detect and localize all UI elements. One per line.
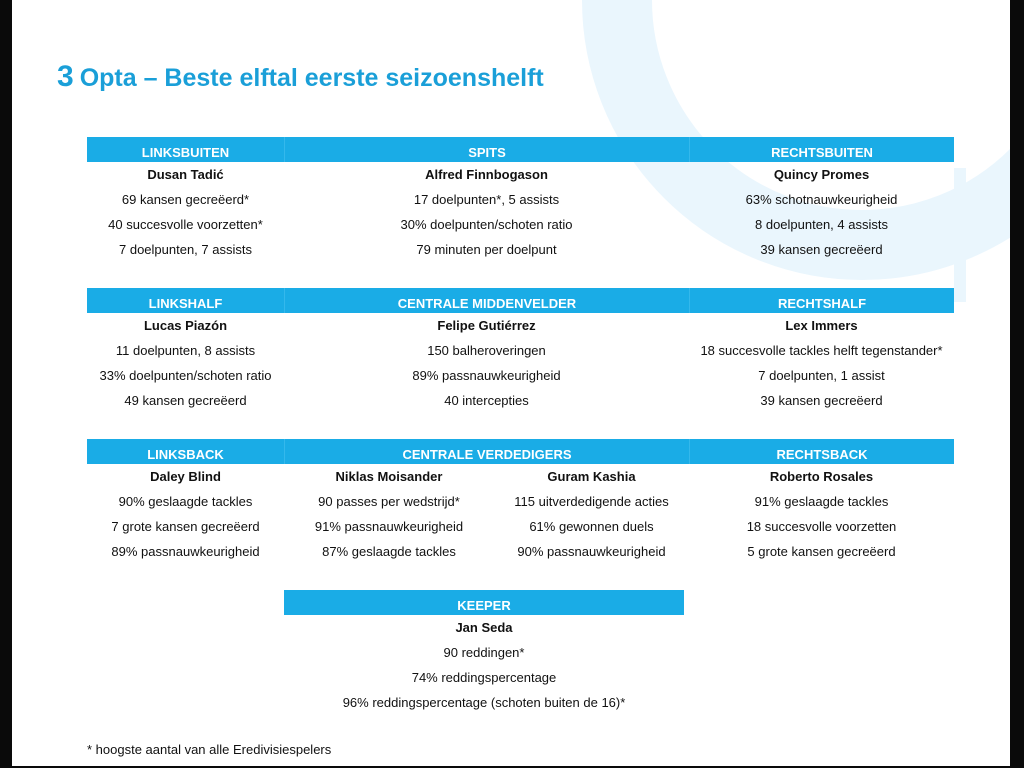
player-stat: 91% passnauwkeurigheid xyxy=(314,519,464,534)
player-name-row xyxy=(87,313,954,338)
keeper-header-row xyxy=(284,590,684,615)
player-stat: 87% geslaagde tackles xyxy=(322,544,456,559)
position-header-central-midfielder: CENTRALE MIDDENVELDER xyxy=(284,288,689,313)
position-header-right-back: RECHTSBACK xyxy=(689,439,954,464)
player-stat: 33% doelpunten/schoten ratio xyxy=(99,368,272,383)
player-stat: 7 doelpunten, 1 assist xyxy=(758,368,885,383)
player-name: Daley Blind xyxy=(150,469,221,484)
player-stat: 8 doelpunten, 4 assists xyxy=(755,217,888,232)
player-stat: 11 doelpunten, 8 assists xyxy=(115,343,256,358)
stat-row xyxy=(87,388,954,413)
position-header-left-winger: LINKSBUITEN xyxy=(141,145,230,160)
player-stat: 96% reddingspercentage (schoten buiten de 16)* xyxy=(342,695,626,710)
attackers-header-row xyxy=(87,137,954,162)
stat-row xyxy=(87,489,954,514)
decorative-bar xyxy=(954,168,966,302)
player-stat: 90% geslaagde tackles xyxy=(118,494,253,509)
player-stat: 63% schotnauwkeurigheid xyxy=(745,192,898,207)
defenders-section xyxy=(87,439,954,564)
footnote: * hoogste aantal van alle Eredivisiespelers xyxy=(87,742,332,757)
player-stat: 69 kansen gecreëerd* xyxy=(121,192,250,207)
stat-row xyxy=(87,363,954,388)
player-stat: 7 doelpunten, 7 assists xyxy=(119,242,252,257)
player-name: Guram Kashia xyxy=(547,469,636,484)
player-stat: 18 succesvolle voorzetten xyxy=(746,519,897,534)
position-header-right-half: RECHTSHALF xyxy=(689,288,954,313)
page-title xyxy=(57,60,544,94)
stat-row xyxy=(284,665,684,690)
position-header-right-winger: RECHTSBUITEN xyxy=(689,137,954,162)
player-name: Roberto Rosales xyxy=(769,469,874,484)
stat-row xyxy=(87,514,954,539)
player-stat: 89% passnauwkeurigheid xyxy=(412,368,561,383)
stat-row xyxy=(87,187,954,212)
position-header-central-defenders: CENTRALE VERDEDIGERS xyxy=(284,439,689,464)
player-name: Dusan Tadić xyxy=(147,167,224,182)
stat-row xyxy=(87,539,954,564)
player-name-row xyxy=(87,464,954,489)
player-stat: 30% doelpunten/schoten ratio xyxy=(400,217,573,232)
player-stat: 40 succesvolle voorzetten* xyxy=(108,217,263,232)
player-name: Jan Seda xyxy=(455,620,513,635)
keeper-section xyxy=(284,590,684,715)
title-text: Opta – Beste elftal eerste seizoenshelft xyxy=(79,64,544,92)
player-name: Felipe Gutiérrez xyxy=(437,318,536,333)
player-stat: 17 doelpunten*, 5 assists xyxy=(413,192,560,207)
player-stat: 90 passes per wedstrijd* xyxy=(318,494,460,509)
player-stat: 61% gewonnen duels xyxy=(529,519,654,534)
player-stat: 5 grote kansen gecreëerd xyxy=(747,544,896,559)
stat-row xyxy=(284,640,684,665)
player-stat: 40 intercepties xyxy=(444,393,529,408)
player-stat: 39 kansen gecreëerd xyxy=(760,393,883,408)
player-stat: 39 kansen gecreëerd xyxy=(760,242,883,257)
player-stat: 150 balheroveringen xyxy=(427,343,546,358)
slide xyxy=(12,0,1010,766)
player-stat: 89% passnauwkeurigheid xyxy=(111,544,260,559)
player-name: Alfred Finnbogason xyxy=(425,167,548,182)
position-header-striker: SPITS xyxy=(284,137,689,162)
player-name: Lucas Piazón xyxy=(143,318,228,333)
stat-row xyxy=(87,237,954,262)
midfielders-header-row xyxy=(87,288,954,313)
position-header-left-back: LINKSBACK xyxy=(147,447,224,462)
position-header-keeper: KEEPER xyxy=(457,598,511,613)
player-stat: 91% geslaagde tackles xyxy=(754,494,889,509)
stat-row xyxy=(87,212,954,237)
player-stat: 49 kansen gecreëerd xyxy=(124,393,247,408)
player-name: Niklas Moisander xyxy=(335,469,443,484)
player-stat: 90 reddingen* xyxy=(443,645,525,660)
player-name-row xyxy=(87,162,954,187)
player-stat: 7 grote kansen gecreëerd xyxy=(111,519,260,534)
stat-row xyxy=(87,338,954,363)
position-header-left-half: LINKSHALF xyxy=(148,296,223,311)
attackers-section xyxy=(87,137,954,262)
midfielders-section xyxy=(87,288,954,413)
player-stat: 74% reddingspercentage xyxy=(411,670,557,685)
player-name: Quincy Promes xyxy=(773,167,870,182)
player-stat: 18 succesvolle tackles helft tegenstander* xyxy=(700,343,943,358)
player-stat: 90% passnauwkeurigheid xyxy=(517,544,666,559)
player-name: Lex Immers xyxy=(785,318,858,333)
player-stat: 79 minuten per doelpunt xyxy=(416,242,557,257)
stat-row xyxy=(284,690,684,715)
section-number: 3 xyxy=(57,60,74,93)
defenders-header-row xyxy=(87,439,954,464)
player-name-row xyxy=(284,615,684,640)
player-stat: 115 uitverdedigende acties xyxy=(514,494,669,509)
